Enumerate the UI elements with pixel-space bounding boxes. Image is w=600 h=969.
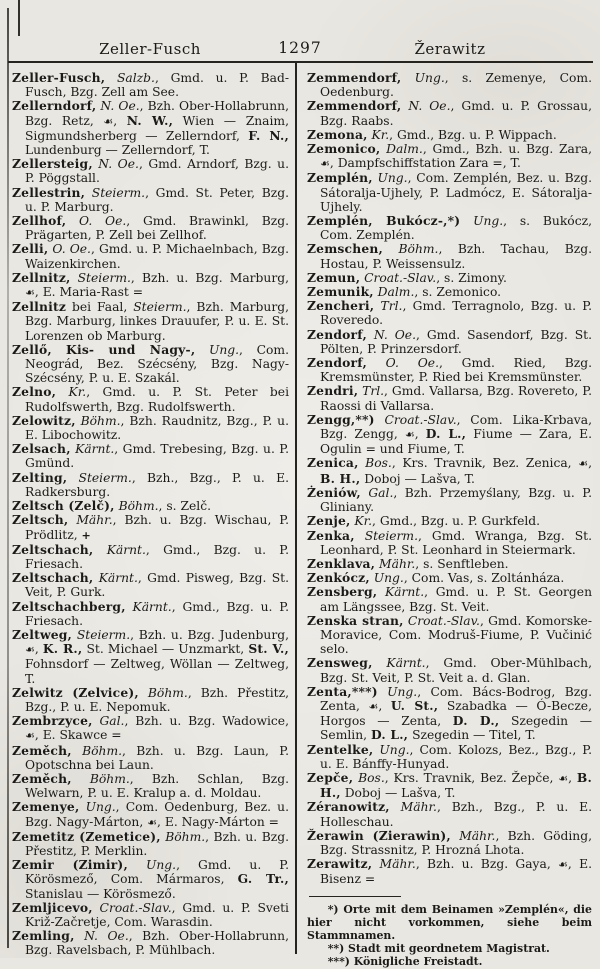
place-name: Zelsach, — [12, 441, 71, 457]
region-abbreviation: Croat.-Slav. — [92, 900, 172, 915]
gazetteer-entry — [307, 171, 592, 214]
entry-text: , — [113, 113, 127, 128]
footnote-separator-rule — [309, 896, 401, 897]
entry-text: , Com. Vas, s. Zoltánháza. — [403, 571, 565, 586]
entry-text: , Gmd. Sasendorf, Bzg. St. Pölten, P. Prinzersdorf. — [320, 327, 592, 356]
entry-text: , Bzh. Raudnitz, Bzg., P. u. E. Libochowitz. — [25, 413, 289, 443]
region-abbreviation: Kärnt. — [372, 656, 426, 671]
entry-text: , Gmd. Wranga, Bzg. St. Leonhard, P. St. Leonhard in Steiermark. — [320, 528, 592, 557]
place-name: Zellerndorf, — [12, 98, 97, 114]
entry-text: , Com. Kolozs, Bez., Bzg., P. u. E. Bánffy-Hunyad. — [320, 742, 592, 771]
place-name: Zenje, — [307, 513, 351, 529]
entry-text: , Bzh. Göding, Bzg. Strassnitz, P. Hrozná Lhota. — [320, 828, 592, 857]
gazetteer-entry — [12, 543, 289, 571]
cross-icon: + — [81, 528, 91, 542]
place-name: Zendri, — [307, 383, 359, 399]
entry-text: , Gmd. Pisweg, Bzg. St. Veit, P. Gurk. — [25, 571, 290, 600]
region-abbreviation: Trl. — [358, 384, 385, 399]
region-abbreviation: Ung. — [372, 171, 408, 186]
region-abbreviation: Croat.-Slav. — [374, 412, 457, 427]
entry-text: , Gmd. Komorske-Moravice, Com. Modruš-Fiume, P. Vučinić selo. — [320, 613, 592, 657]
region-abbreviation: Kärnt. — [377, 585, 425, 600]
entry-text: Lundenburg — Zellerndorf, T. — [25, 143, 210, 158]
region-abbreviation: Ung. — [127, 858, 177, 873]
region-abbreviation: Ung. — [377, 684, 418, 699]
entry-text: , Gmd. u. P. Sveti Križ-Začretje, Com. Warasdin. — [25, 900, 289, 929]
entry-text: Doboj — Lašva, T. — [360, 471, 475, 486]
gazetteer-entry — [307, 242, 592, 270]
region-abbreviation: Kärnt. — [125, 599, 172, 614]
entry-text: , Gmd. Ried, Bzg. Kremsmünster, P. Ried bei Kremsmünster. — [320, 356, 592, 385]
place-name: Zengg,**) — [307, 411, 375, 427]
place-name: Zemmendorf, — [307, 70, 402, 85]
entry-text: , Com. Lika-Krbava, Bzg. Zengg, — [320, 412, 592, 442]
region-abbreviation: Ung. — [401, 71, 445, 85]
entry-text: Fohnsdorf — Zeltweg, Wöllan — Zeltweg, T. — [25, 657, 289, 686]
region-abbreviation: Kärnt. — [93, 571, 138, 586]
gazetteer-entry — [307, 128, 592, 142]
gazetteer-entry — [12, 686, 289, 714]
region-abbreviation: Salzb. — [105, 71, 155, 85]
entry-text: , Gmd. Brawinkl, Bzg. Prägarten, P. Zell bei Zellhof. — [25, 214, 289, 243]
region-abbreviation: Bos. — [353, 770, 385, 785]
place-name: Zeltweg, — [12, 626, 73, 642]
gazetteer-entry — [12, 186, 289, 214]
place-name: Zenica, — [307, 455, 359, 471]
region-abbreviation: Kr. — [367, 127, 390, 142]
entry-text: , Bzh. Tachau, Bzg. Hostau, P. Weissensulz. — [320, 242, 592, 271]
place-name: Zemmendorf, — [307, 98, 402, 114]
gazetteer-entry — [307, 413, 592, 457]
place-name: K. R., — [42, 641, 83, 657]
place-name: Zemling, — [12, 928, 75, 944]
entry-text: , Gmd. Ober-Mühlbach, Bzg. St. Veit, P. St. Veit a. d. Glan. — [320, 656, 592, 685]
region-abbreviation: Steierm. — [85, 185, 146, 200]
entry-text: , E. Nagy-Márton = — [157, 814, 279, 829]
entry-text: , Dampfschiffstation Zara =, T. — [329, 156, 521, 171]
gazetteer-entry — [12, 157, 289, 185]
place-name: Zemir (Zimir), — [12, 857, 128, 873]
entry-text: , Bzh. u. Bzg. Laun, P. Opotschna bei Laun. — [25, 743, 289, 772]
gazetteer-entry — [307, 271, 592, 285]
gazetteer-entry — [12, 714, 289, 743]
gazetteer-entry — [307, 328, 592, 356]
region-abbreviation: N. Oe. — [96, 99, 140, 114]
place-name: D. L., — [370, 727, 409, 743]
two-column-text-area — [0, 63, 600, 969]
entry-text: , s. Zimony. — [436, 270, 507, 285]
entry-text: , Gmd. u. P. Körösmező, Com. Mármaros, — [25, 858, 289, 887]
entry-text: Szegedin — Semlin, — [320, 714, 592, 743]
gazetteer-entry — [307, 456, 592, 485]
gazetteer-entry — [12, 858, 289, 901]
region-abbreviation: Ung. — [460, 214, 504, 229]
region-abbreviation: Gal. — [92, 714, 125, 729]
entry-text: Fiume — Zara, E. Ogulin = und Fiume, T. — [320, 427, 592, 457]
gazetteer-entry — [307, 384, 592, 412]
place-name: Zelli, — [12, 241, 49, 257]
place-name: Zemschen, — [307, 241, 384, 257]
place-name: Zerawitz, — [307, 856, 373, 872]
posthorn-icon: ☙ — [578, 457, 589, 471]
gazetteer-entry — [307, 285, 592, 299]
place-name: Zemljicevo, — [12, 899, 93, 915]
region-abbreviation: Kärnt. — [70, 442, 115, 457]
posthorn-icon: ☙ — [147, 815, 158, 829]
gazetteer-entry — [307, 356, 592, 384]
entry-text: , — [588, 456, 592, 471]
region-abbreviation: Kärnt. — [93, 542, 146, 557]
posthorn-icon: ☙ — [404, 428, 415, 442]
region-abbreviation: Ung. — [373, 742, 410, 757]
place-name: Zellnitz, — [12, 269, 71, 285]
entry-text: , Bzh. u. Bzg. Gaya, — [415, 857, 559, 872]
entry-text: , E. Maria-Rast = — [34, 285, 144, 300]
place-name: Zemun, — [307, 269, 361, 285]
gazetteer-entry — [12, 300, 289, 343]
left-column — [12, 71, 289, 958]
gazetteer-entry — [12, 99, 289, 157]
region-abbreviation: O. Oe. — [66, 214, 127, 229]
entry-text: , Gmd., Bzg. u. P. Wippach. — [389, 127, 557, 142]
place-name: Zemunik, — [307, 284, 374, 300]
gazetteer-entry — [307, 142, 592, 171]
posthorn-icon: ☙ — [320, 157, 330, 171]
entry-text: , Gmd. u. P. Michaelnbach, Bzg. Waizenkirchen. — [25, 242, 289, 271]
place-name: Zencheri, — [307, 298, 375, 314]
region-abbreviation: Dalm. — [380, 142, 423, 157]
place-name: Zenska stran, — [307, 612, 404, 628]
posthorn-icon: ☙ — [558, 771, 569, 785]
region-abbreviation: N. Oe. — [74, 929, 129, 944]
header-last-keyword: Žerawitz — [414, 40, 486, 58]
entry-text: , Gmd., Bzh. u. Bzg. Zara, — [422, 142, 592, 157]
place-name: Żeniów, — [307, 484, 361, 500]
posthorn-icon: ☙ — [558, 858, 568, 872]
gazetteer-entry — [307, 685, 592, 743]
gazetteer-entry — [307, 571, 592, 585]
gazetteer-entry — [12, 800, 289, 829]
entry-text: , Com. Oedenburg, Bez. u. Bzg. Nagy-Márton, — [25, 800, 289, 829]
entry-text: Szabadka — Ó-Becze, Horgos — Zenta, — [320, 698, 592, 729]
place-name: B. H., — [320, 769, 592, 801]
region-abbreviation: Mähr. — [372, 857, 416, 872]
footnote — [307, 942, 592, 955]
gazetteer-entry — [307, 214, 592, 242]
gazetteer-entry — [307, 585, 592, 613]
entry-text: , Bzh. Marburg, Bzg. Marburg, linkes Drauufer, P. u. E. St. Lorenzen ob Marburg. — [25, 300, 289, 343]
place-name: Zeměch, — [12, 742, 72, 758]
region-abbreviation: Kr. — [56, 385, 87, 400]
entry-text: , Gmd. Trebesing, Bzg. u. P. Gmünd. — [25, 442, 289, 471]
region-abbreviation: Ung. — [195, 342, 240, 357]
region-abbreviation: Ung. — [369, 571, 404, 586]
column-divider-rule — [295, 63, 297, 954]
right-column-entries — [307, 71, 592, 887]
region-abbreviation: Croat.-Slav. — [360, 270, 437, 285]
place-name: F. N., — [248, 127, 289, 143]
place-name: Zelwitz (Zelvice), — [12, 684, 139, 700]
region-abbreviation: Trl. — [374, 299, 403, 314]
entry-text: , Bzh. u. Bzg. Přestitz, P. Merklin. — [25, 829, 289, 858]
footnote-marker: *) — [327, 902, 339, 916]
gazetteer-entry — [307, 829, 592, 857]
gazetteer-entry — [307, 656, 592, 684]
place-name: U. St., — [390, 697, 439, 713]
entry-text: , Bzh. u. Bzg. Wadowice, — [124, 714, 289, 729]
entry-text: , Bzh., Bzg., P. u. E. Holleschau. — [320, 800, 592, 829]
place-name: Zendorf, — [307, 355, 367, 371]
entry-text: , Gmd. u. P. Grossau, Bzg. Raabs. — [320, 99, 593, 128]
gazetteer-entry — [307, 514, 592, 528]
gazetteer-entry — [307, 614, 592, 657]
gazetteer-entry — [307, 299, 592, 327]
place-name: Zemetitz (Zemetice), — [12, 828, 161, 844]
place-name: Zellnitz — [12, 299, 67, 315]
gazetteer-entry — [307, 71, 592, 99]
entry-text: bei Faal, — [66, 300, 134, 315]
region-abbreviation: Böhm. — [75, 413, 121, 428]
gazetteer-entry — [12, 513, 289, 542]
place-name: Zelno, — [12, 384, 57, 400]
place-name: Zemplén, Bukócz-,*) — [307, 213, 461, 229]
entry-text: , Com. Bács-Bodrog, Bzg. Zenta, — [320, 684, 592, 713]
gazetteer-entry — [12, 414, 289, 442]
entry-text: , Gmd. u. P. Bad-Fusch, Bzg. Zell am See. — [25, 71, 289, 100]
posthorn-icon: ☙ — [25, 729, 35, 743]
footnote-text: Stadt mit geordnetem Magistrat. — [344, 942, 550, 956]
entry-text: , — [34, 642, 43, 657]
entry-text: , Gmd., Bzg. u. P. Friesach. — [25, 599, 289, 628]
place-name: Zellhof, — [12, 213, 67, 229]
footnote-marker: **) — [327, 942, 345, 956]
entry-text: , Krs. Travnik, Bez. Zenica, — [391, 456, 579, 471]
region-abbreviation: Steierm. — [354, 528, 418, 543]
entry-text: , s. Bukócz, Com. Zemplén. — [320, 214, 592, 243]
gazetteer-entry — [307, 557, 592, 571]
region-abbreviation: Böhm. — [383, 242, 439, 257]
posthorn-icon: ☙ — [25, 286, 35, 300]
region-abbreviation: Böhm. — [71, 771, 130, 786]
region-abbreviation: O. Oe. — [48, 242, 91, 257]
entry-text: , Gmd. Arndorf, Bzg. u. P. Pöggstall. — [25, 157, 289, 186]
place-name: Zentelke, — [307, 741, 374, 757]
gazetteer-entry — [12, 385, 289, 413]
entry-text: , Gmd., Bzg. u. P. Friesach. — [25, 542, 289, 571]
entry-text: Stanislau — Körösmező. — [25, 886, 176, 901]
gazetteer-entry — [12, 242, 289, 270]
gazetteer-entry — [12, 600, 289, 628]
place-name: Žerawin (Zierawin), — [307, 827, 451, 843]
place-name: Zenkócz, — [307, 570, 370, 586]
gazetteer-entry — [12, 71, 289, 99]
entry-text: , s. Zelč. — [158, 499, 212, 514]
region-abbreviation: N. Oe. — [401, 99, 451, 114]
place-name: Zeller-Fusch, — [12, 70, 106, 85]
region-abbreviation: N. Oe. — [366, 327, 416, 342]
region-abbreviation: Ung. — [79, 800, 116, 815]
place-name: Zemenye, — [12, 799, 80, 815]
entry-text: , Bzh. Ober-Hollabrunn, Bzg. Retz, — [25, 99, 290, 128]
place-name: Zellő, Kis- und Nagy-, — [12, 341, 196, 357]
place-name: Zelowitz, — [12, 412, 76, 428]
place-name: Zemona, — [307, 126, 368, 142]
place-name: Zeltschach, — [12, 541, 94, 557]
gazetteer-entry — [12, 442, 289, 470]
gazetteer-entry — [307, 486, 592, 514]
region-abbreviation: Gal. — [360, 485, 394, 500]
region-abbreviation: Croat.-Slav. — [403, 613, 480, 628]
header-first-keyword: Zeller-Fusch — [99, 40, 201, 58]
gazetteer-entry — [12, 214, 289, 242]
entry-text: , Bzh. u. Bzg. Judenburg, — [130, 627, 289, 642]
place-name: St. V., — [248, 641, 290, 657]
footnote-text: Königliche Freistadt. — [349, 955, 483, 969]
entry-text: , Bzh. Ober-Hollabrunn, Bzg. Ravelsbach, P. Mühlbach. — [25, 929, 289, 958]
place-name: Zéranowitz, — [307, 799, 390, 815]
entry-text: , Bzh., Bzg., P. u. E. Radkersburg. — [25, 470, 289, 499]
entry-text: , s. Zemonico. — [414, 285, 502, 300]
place-name: B. H., — [320, 470, 361, 486]
region-abbreviation: Mähr. — [389, 800, 437, 815]
place-name: Zembrzyce, — [12, 713, 93, 729]
entry-text: , — [414, 427, 426, 442]
place-name: Zenta,***) — [307, 683, 378, 699]
footnote — [307, 903, 592, 943]
gazetteer-entry — [12, 744, 289, 772]
gazetteer-entry — [12, 628, 289, 686]
region-abbreviation: Böhm. — [71, 743, 123, 758]
entry-text: , Gmd. St. Peter, Bzg. u. P. Marburg. — [25, 185, 289, 214]
region-abbreviation: Bos. — [358, 456, 392, 471]
place-name: Zeltsch (Zelč), — [12, 498, 115, 514]
entry-text: , Bzh. Přestitz, Bzg., P. u. E. Nepomuk. — [25, 685, 290, 714]
place-name: Zendorf, — [307, 326, 367, 342]
entry-text: , Gmd., Bzg. u. P. Gurkfeld. — [372, 514, 541, 529]
region-abbreviation: N. Oe. — [92, 157, 139, 172]
place-name: Zeměch, — [12, 770, 72, 786]
entry-text: , s. Senftleben. — [415, 556, 509, 571]
region-abbreviation: Mähr. — [375, 556, 416, 571]
region-abbreviation: Dalm. — [373, 285, 415, 300]
entry-text: Doboj — Lašva, T. — [340, 786, 456, 801]
place-name: Zemonico, — [307, 141, 381, 157]
place-name: G. Tr., — [237, 871, 289, 887]
footnote-text: Orte mit dem Beinamen »Zemplén«, die hier nicht vorkommen, siehe beim Stammnamen. — [307, 902, 592, 942]
running-header — [0, 0, 600, 61]
gazetteer-entry — [12, 499, 289, 513]
gazetteer-entry — [307, 529, 592, 557]
gazetteer-entry — [12, 901, 289, 929]
gazetteer-entry — [307, 800, 592, 828]
place-name: Zenka, — [307, 527, 355, 543]
entry-text: Wien — Znaim, Sigmundsherberg — Zellerndorf, — [25, 113, 289, 143]
region-abbreviation: Steierm. — [70, 270, 131, 285]
entry-text: , Bzh. u. Bzg. Wischau, P. Prödlitz, — [25, 513, 289, 542]
region-abbreviation: Mähr. — [450, 828, 496, 843]
posthorn-icon: ☙ — [103, 114, 114, 128]
gazetteer-entry — [12, 929, 289, 957]
place-name: Zepče, — [307, 769, 354, 785]
footnote — [307, 955, 592, 968]
footnote-items — [307, 903, 592, 969]
place-name: Zenklava, — [307, 555, 376, 571]
place-name: Zensweg, — [307, 655, 373, 671]
place-name: Zemplén, — [307, 170, 373, 186]
region-abbreviation: Böhm. — [160, 829, 206, 844]
posthorn-icon: ☙ — [368, 699, 379, 713]
gazetteer-entry — [307, 743, 592, 771]
entry-text: , s. Zemenye, Com. Oedenburg. — [320, 71, 592, 100]
gazetteer-entry — [12, 271, 289, 300]
entry-text: St. Michael — Unzmarkt, — [82, 642, 249, 657]
entry-text: Szegedin — Titel, T. — [408, 728, 536, 743]
entry-text: , Gmd. u. P. St. Peter bei Rudolfswerth, Bzg. Rudolfswerth. — [25, 385, 289, 414]
entry-text: , Gmd. Vallarsa, Bzg. Rovereto, P. Raossi di Vallarsa. — [320, 384, 592, 413]
right-column — [307, 71, 592, 969]
footnote-marker: ***) — [327, 955, 350, 969]
entry-text: , Bzh. Przemyślany, Bzg. u. P. Gliniany. — [320, 485, 593, 515]
gazetteer-entry — [12, 343, 289, 386]
entry-text: , Gmd. Terragnolo, Bzg. u. P. Roveredo. — [320, 299, 592, 328]
gazetteer-entry — [12, 772, 289, 800]
entry-text: , E. Skawce = — [34, 728, 122, 743]
region-abbreviation: O. Oe. — [366, 356, 439, 371]
entry-text: , Gmd. u. P. St. Georgen am Längssee, Bzg. St. Veit. — [320, 585, 592, 614]
gazetteer-entry — [12, 571, 289, 599]
gazetteer-entry — [307, 99, 592, 127]
place-name: Zensberg, — [307, 584, 378, 600]
gazetteer-entry — [12, 830, 289, 858]
place-name: Zelting, — [12, 469, 68, 485]
entry-text: , Bzh. u. Bzg. Marburg, — [130, 270, 289, 285]
place-name: D. L., — [425, 426, 467, 442]
gazetteer-entry — [307, 771, 592, 800]
posthorn-icon: ☙ — [25, 643, 35, 657]
gazetteer-entry — [307, 857, 592, 886]
page-number: 1297 — [278, 39, 322, 57]
region-abbreviation: Kr. — [350, 514, 373, 529]
region-abbreviation: Steierm. — [72, 627, 131, 642]
entry-text: , Com. Zemplén, Bez. u. Bzg. Sátoralja-Ujhely, P. Ladmócz, E. Sátoralja-Ujhely. — [320, 171, 592, 214]
place-name: D. D., — [452, 713, 500, 729]
place-name: N. W., — [126, 112, 174, 128]
place-name: Zellestrin, — [12, 184, 86, 200]
entry-text: , — [378, 698, 391, 713]
entry-text: , Krs. Travnik, Bez. Žepče, — [384, 770, 559, 785]
place-name: Zeltschachberg, — [12, 598, 126, 614]
place-name: Zellersteig, — [12, 156, 93, 172]
entry-text: , — [568, 770, 577, 785]
region-abbreviation: Mähr. — [68, 513, 113, 528]
entry-text: , Com. Neográd, Bez. Szécsény, Bzg. Nagy-Szécsény, P. u. E. Szakál. — [25, 342, 289, 386]
region-abbreviation: Steierm. — [67, 470, 132, 485]
region-abbreviation: Böhm. — [114, 499, 159, 514]
region-abbreviation: Steierm. — [133, 300, 187, 315]
entry-text: , Bzh. Schlan, Bzg. Welwarn, P. u. E. Kralup a. d. Moldau. — [25, 771, 289, 801]
place-name: Zeltschach, — [12, 570, 94, 586]
region-abbreviation: Böhm. — [138, 685, 188, 700]
gazetteer-entry — [12, 471, 289, 499]
entry-text: , E. Bisenz = — [320, 857, 593, 887]
place-name: Zeltsch, — [12, 512, 69, 528]
